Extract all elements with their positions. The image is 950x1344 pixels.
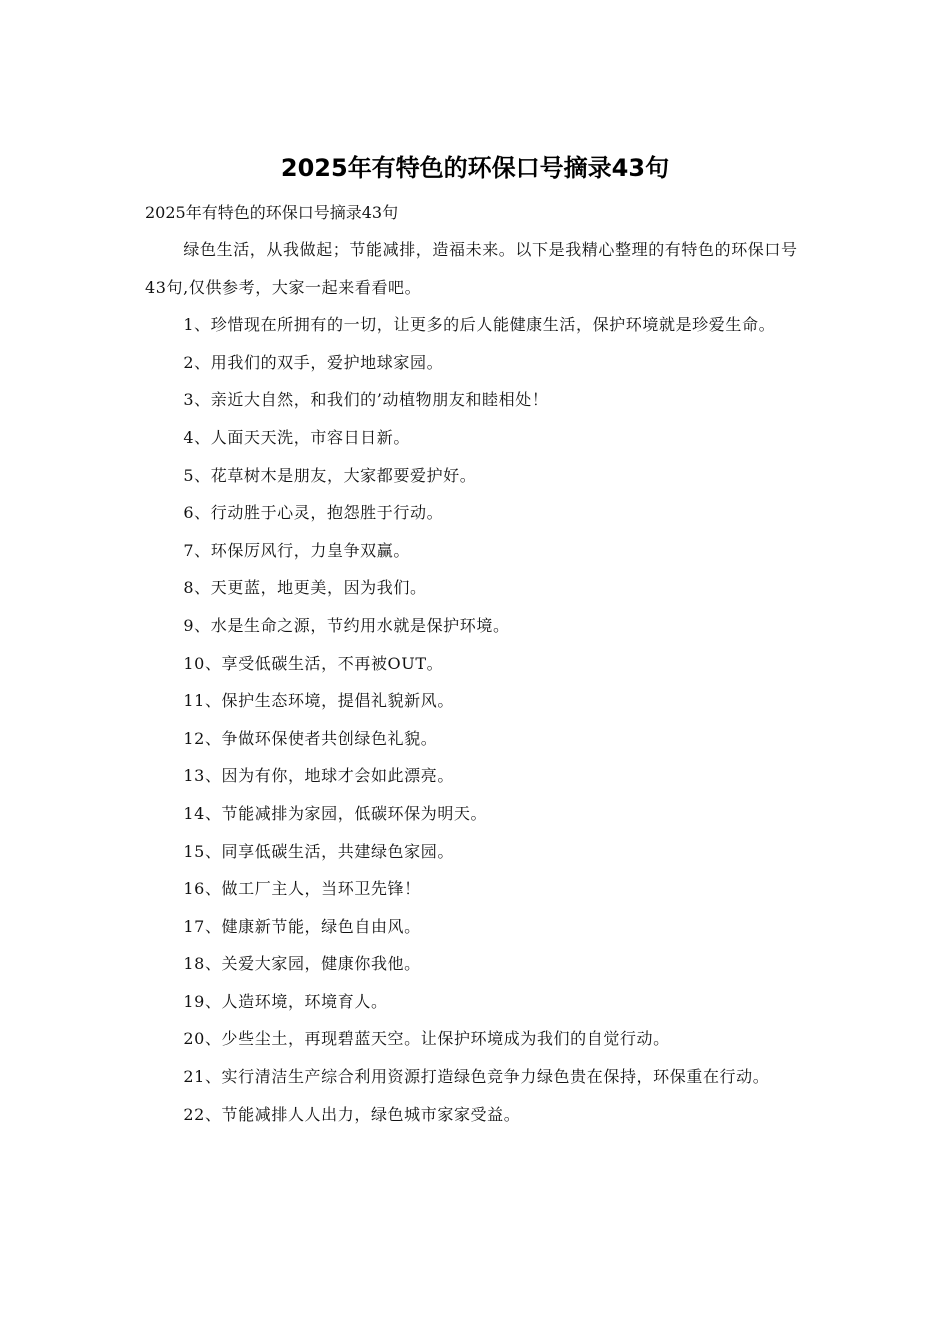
slogan-item: 2、用我们的双手，爱护地球家园。 xyxy=(183,352,444,372)
slogan-item: 17、健康新节能，绿色自由风。 xyxy=(183,916,421,936)
document-title: 2025年有特色的环保口号摘录43句 xyxy=(280,154,670,182)
slogan-item: 14、节能减排为家园，低碳环保为明天。 xyxy=(183,803,488,823)
slogan-item: 15、同享低碳生活，共建绿色家园。 xyxy=(183,841,454,861)
slogan-item: 19、人造环境，环境育人。 xyxy=(183,991,388,1011)
intro-paragraph: 绿色生活，从我做起；节能减排，造福未来。以下是我精心整理的有特色的环保口号43句,仅供参考，大家一起来看看吧。 xyxy=(145,240,798,297)
slogan-item: 21、实行清洁生产综合利用资源打造绿色竞争力绿色贵在保持，环保重在行动。 xyxy=(183,1067,770,1087)
slogan-item: 6、行动胜于心灵，抱怨胜于行动。 xyxy=(183,503,444,523)
slogan-item: 4、人面天天洗，市容日日新。 xyxy=(183,427,410,447)
slogan-item: 16、做工厂主人，当环卫先锋！ xyxy=(183,879,421,899)
slogan-item: 8、天更蓝，地更美，因为我们。 xyxy=(183,578,427,598)
slogan-item: 11、保护生态环境，提倡礼貌新风。 xyxy=(183,691,454,711)
slogan-item: 7、环保厉风行，力皇争双赢。 xyxy=(183,540,410,560)
slogan-item: 18、关爱大家园，健康你我他。 xyxy=(183,954,421,974)
slogan-item: 20、少些尘土，再现碧蓝天空。让保护环境成为我们的自觉行动。 xyxy=(183,1029,670,1049)
slogan-item: 9、水是生命之源，节约用水就是保护环境。 xyxy=(183,615,510,635)
slogan-item: 22、节能减排人人出力，绿色城市家家受益。 xyxy=(183,1104,521,1124)
document-subtitle: 2025年有特色的环保口号摘录43句 xyxy=(145,203,399,222)
slogan-item: 1、珍惜现在所拥有的一切，让更多的后人能健康生活，保护环境就是珍爱生命。 xyxy=(183,315,776,335)
document-body xyxy=(145,195,810,1133)
slogan-item: 3、亲近大自然，和我们的’动植物朋友和睦相处！ xyxy=(183,390,549,410)
slogan-item: 12、争做环保使者共创绿色礼貌。 xyxy=(183,728,438,748)
slogan-item: 13、因为有你，地球才会如此漂亮。 xyxy=(183,766,454,786)
slogan-item: 5、花草树木是朋友，大家都要爱护好。 xyxy=(183,465,477,485)
slogan-item: 10、享受低碳生活，不再被OUT。 xyxy=(183,653,444,673)
